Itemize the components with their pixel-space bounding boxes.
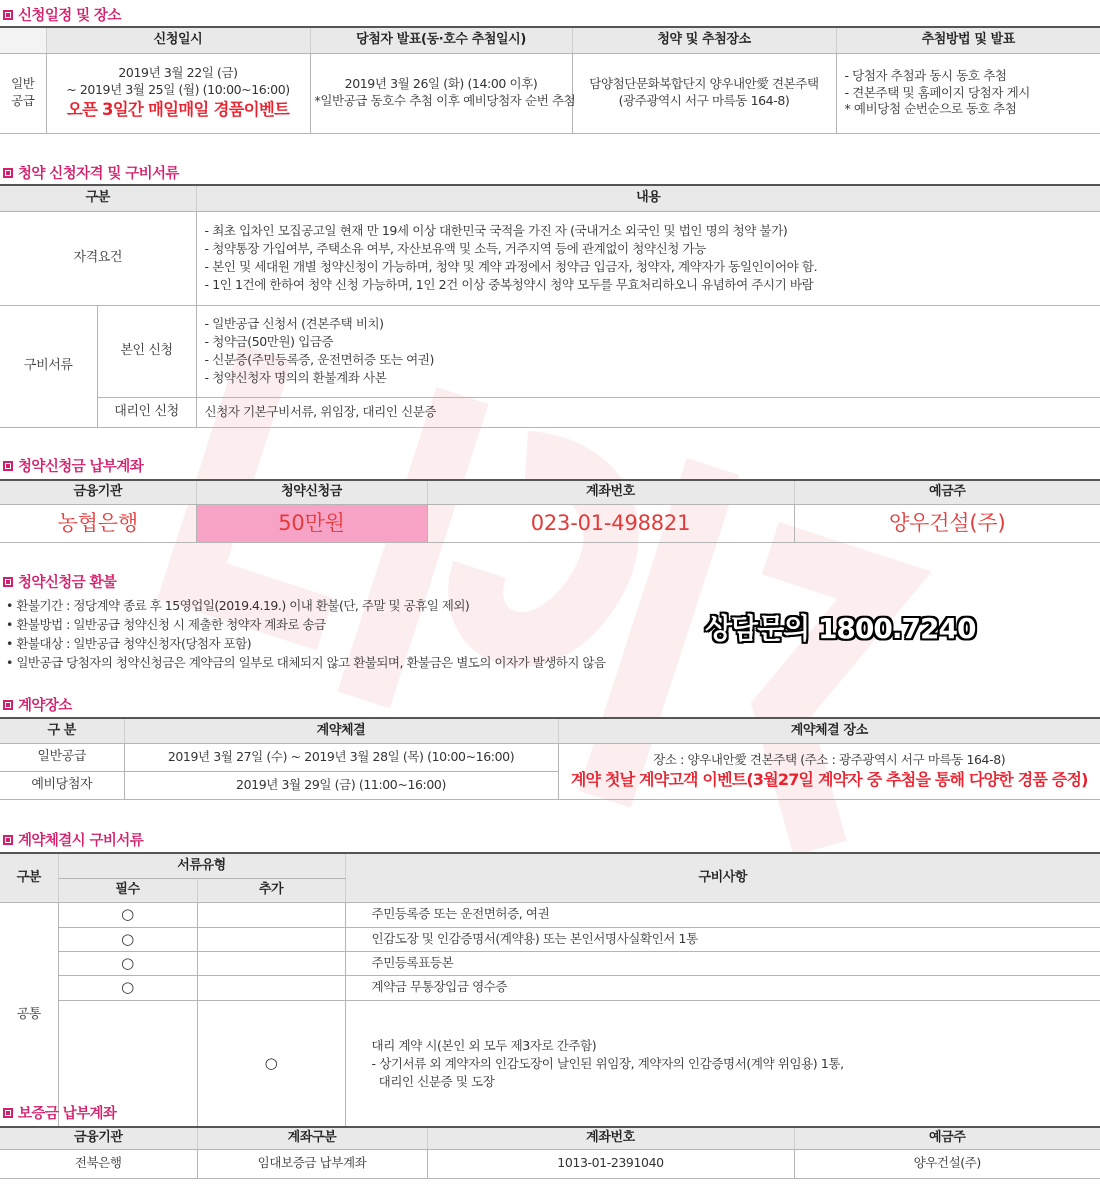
- announce-info: 2019년 3월 26일 (화) (14:00 이후) *일반공급 동호수 추첨 이후 예비당첨자 순번 추첨: [310, 53, 572, 133]
- deposit-amount: 50만원: [196, 504, 427, 542]
- col-header: 구비사항: [345, 853, 1100, 902]
- security-deposit-table: [0, 1126, 1100, 1179]
- col-header: 예금주: [794, 480, 1100, 504]
- col-header: 예금주: [794, 1127, 1100, 1149]
- qual-content: - 최초 입차인 모집공고일 현재 만 19세 이상 대한민국 국적을 가진 자 (국내거소 외국인 및 법인 명의 청약 불가) - 청약통장 가입여부, 주택소유 여부, 자산보유액 및 소득, 거주지역 등에 관계없이 청약신청 가능 - 본인 및 세대원 개별 청약신청이 가능하며, 청약 및 계약 과정에서 청약금 입금자, 청약자, 계약자가 동일인이어야 함. - 1인 1건에 한하여 청약 신청 가능하며, 1인 2건 이상 중복청약시 청약 모두를 무효처리하오니 유념하여 주시기 바람: [196, 211, 1100, 305]
- doc-item: 주민등록표등본: [345, 951, 1100, 975]
- contract-place-table: [0, 717, 1100, 800]
- col-header: 계좌번호: [427, 480, 794, 504]
- event-text: 오픈 3일간 매일매일 경품이벤트: [66, 99, 290, 119]
- additional-mark: ○: [197, 1000, 345, 1127]
- col-header: 청약신청금: [196, 480, 427, 504]
- additional-mark: [197, 927, 345, 951]
- bank-name: 전북은행: [0, 1149, 197, 1178]
- section-title-deposit-account: 청약신청금 납부계좌: [3, 455, 143, 476]
- proxy-label: 대리인 신청: [97, 397, 196, 427]
- square-bullet-icon: [3, 168, 13, 178]
- docs-label: 구비서류: [0, 305, 97, 427]
- col-header: 당첨자 발표(동·호수 추첨일시): [310, 27, 572, 53]
- proxy-docs: 신청자 기본구비서류, 위임장, 대리인 신분증: [196, 397, 1100, 427]
- account-holder: 양우건설(주): [794, 1149, 1100, 1178]
- doc-item: 대리 계약 시(본인 외 모두 제3자로 간주함) - 상기서류 외 계약자의 인감도장이 날인된 위임장, 계약자의 인감증명서(계약 위임용) 1통, 대리인 신분증 및 도장: [345, 1000, 1100, 1127]
- col-header: 추첨방법 및 발표: [836, 27, 1100, 53]
- col-header: 구 분: [0, 718, 124, 743]
- consult-phone: 상담문의 1800.7240: [705, 612, 976, 645]
- additional-mark: [197, 951, 345, 975]
- required-mark: ○: [58, 927, 197, 951]
- square-bullet-icon: [3, 700, 13, 710]
- deposit-account-table: [0, 479, 1100, 543]
- account-holder: 양우건설(주): [794, 504, 1100, 542]
- required-mark: ○: [58, 951, 197, 975]
- square-bullet-icon: [3, 10, 13, 20]
- contract-date: 2019년 3월 27일 (수) ~ 2019년 3월 28일 (목) (10:00~16:00): [124, 743, 558, 771]
- bank-name: 농협은행: [0, 504, 196, 542]
- place-info: 담양첨단문화복합단지 양우내안愛 견본주택 (광주광역시 서구 마륵동 164-8): [572, 53, 836, 133]
- contract-date: 2019년 3월 29일 (금) (11:00~16:00): [124, 771, 558, 799]
- list-item: • 환불기간 : 정당계약 종료 후 15영업일(2019.4.19.) 이내 환불(단, 주말 및 공휴일 제외): [6, 596, 606, 615]
- required-mark: ○: [58, 975, 197, 1000]
- row-label: 일반 공급: [0, 53, 46, 133]
- account-number: 023-01-498821: [427, 504, 794, 542]
- section-title-security-deposit: 보증금 납부계좌: [3, 1102, 116, 1123]
- row-label: 일반공급: [0, 743, 124, 771]
- col-header: 구분: [0, 853, 58, 902]
- col-header: 계약체결 장소: [558, 718, 1100, 743]
- method-info: - 당첨자 추첨과 동시 동호 추첨 - 견본주택 및 홈페이지 당첨자 게시 * 예비당첨 순번순으로 동호 추첨: [836, 53, 1100, 133]
- doc-item: 계약금 무통장입금 영수증: [345, 975, 1100, 1000]
- col-header: 계약체결: [124, 718, 558, 743]
- row-label: 예비당첨자: [0, 771, 124, 799]
- col-header: 신청일시: [46, 27, 310, 53]
- square-bullet-icon: [3, 461, 13, 471]
- list-item: • 환불대상 : 일반공급 청약신청자(당첨자 포함): [6, 634, 606, 653]
- col-header: 금융기관: [0, 1127, 197, 1149]
- section-title-contract-docs: 계약체결시 구비서류: [3, 829, 143, 850]
- doc-item: 주민등록증 또는 운전면허증, 여권: [345, 902, 1100, 927]
- col-header: 금융기관: [0, 480, 196, 504]
- doc-item: 인감도장 및 인감증명서(계약용) 또는 본인서명사실확인서 1통: [345, 927, 1100, 951]
- additional-mark: [197, 975, 345, 1000]
- col-header: 계좌구분: [197, 1127, 427, 1149]
- col-header: 계좌번호: [427, 1127, 794, 1149]
- required-mark: ○: [58, 902, 197, 927]
- self-label: 본인 신청: [97, 305, 196, 397]
- col-header: 내용: [196, 185, 1100, 211]
- self-docs: - 일반공급 신청서 (견본주택 비치) - 청약금(50만원) 입금증 - 신분증(주민등록증, 운전면허증 또는 여권) - 청약신청자 명의의 환불계좌 사본: [196, 305, 1100, 397]
- schedule-table: [0, 26, 1100, 134]
- additional-mark: [197, 902, 345, 927]
- list-item: • 환불방법 : 일반공급 청약신청 시 제출한 청약자 계좌로 송금: [6, 615, 606, 634]
- account-number: 1013-01-2391040: [427, 1149, 794, 1178]
- col-header: 구분: [0, 185, 196, 211]
- qual-label: 자격요건: [0, 211, 196, 305]
- contract-event: 계약 첫날 계약고객 이벤트(3월27일 계약자 중 추첨을 통해 다양한 경품 증정): [570, 769, 1088, 789]
- col-header: 추가: [197, 878, 345, 902]
- col-header: 서류유형: [58, 853, 345, 878]
- apply-dates: 2019년 3월 22일 (금) ~ 2019년 3월 25일 (월) (10:00~16:00) 오픈 3일간 매일매일 경품이벤트: [46, 53, 310, 133]
- list-item: • 일반공급 당첨자의 청약신청금은 계약금의 일부로 대체되지 않고 환불되며, 환불금은 별도의 이자가 발생하지 않음: [6, 653, 606, 672]
- section-title-refund: 청약신청금 환불: [3, 571, 116, 592]
- qualification-table: [0, 184, 1100, 428]
- refund-list: [6, 596, 606, 672]
- square-bullet-icon: [3, 1108, 13, 1118]
- account-type: 임대보증금 납부계좌: [197, 1149, 427, 1178]
- square-bullet-icon: [3, 577, 13, 587]
- col-header: 청약 및 추첨장소: [572, 27, 836, 53]
- section-title-qualification: 청약 신청자격 및 구비서류: [3, 162, 179, 183]
- col-header: 필수: [58, 878, 197, 902]
- section-title-schedule: 신청일정 및 장소: [3, 4, 121, 25]
- contract-docs-table: [0, 852, 1100, 1128]
- square-bullet-icon: [3, 835, 13, 845]
- contract-place: 장소 : 양우내안愛 견본주택 (주소 : 광주광역시 서구 마륵동 164-8) 계약 첫날 계약고객 이벤트(3월27일 계약자 중 추첨을 통해 다양한 경품 증정): [558, 743, 1100, 799]
- section-title-contract-place: 계약장소: [3, 694, 72, 715]
- group-label: 공통: [0, 902, 58, 1127]
